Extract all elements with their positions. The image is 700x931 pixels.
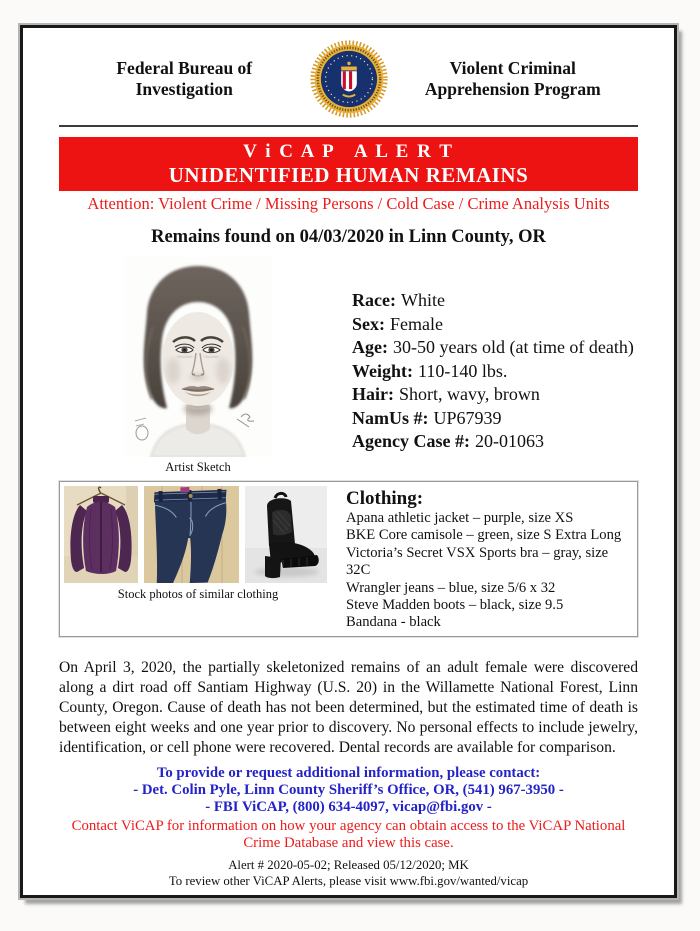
contact-line: To provide or request additional information, please contact: [156,764,541,781]
sketch-caption: Artist Sketch [165,460,231,474]
vicap-alert-banner [59,137,638,191]
clothing-title: Clothing: [346,488,424,509]
header-right-title [388,58,639,100]
subject-detail-line: Agency Case #: 20-01063 [352,431,544,451]
remains-found-line: Remains found on 04/03/2020 in Linn County, OR [151,227,546,247]
header [59,38,638,120]
header-divider [59,125,638,127]
clothing-item: Wrangler jeans – blue, size 5/6 x 32 [346,579,556,596]
subject-detail-line: Sex: Female [352,313,443,334]
subject-section [59,257,638,475]
blue-jeans-photo [144,486,239,583]
clothing-item: Apana athletic jacket – purple, size XS [346,510,574,526]
header-left-line2: Investigation [135,79,233,99]
header-right-line1: Violent Criminal [449,58,576,78]
footer [59,858,638,889]
black-boot-photo [245,486,327,583]
fbi-seal-icon [310,40,388,118]
subject-detail-line: Hair: Short, wavy, brown [352,384,540,404]
subject-details [352,289,634,475]
banner-title: V i C A P A L E R T [243,141,454,162]
clothing-photos-column [64,486,332,632]
clothing-item: BKE Core camisole – green, size S Extra Long [346,527,622,544]
purple-jacket-photo [64,486,138,583]
subject-detail-line: Weight: 110-140 lbs. [352,360,508,381]
subject-detail-line: Race: White [352,290,445,310]
vicap-access-note: Contact ViCAP for information on how your agency can obtain access to the ViCAP National Crime Database and view this case. [71,817,626,852]
sketch-column [124,257,272,475]
clothing-items [346,510,633,632]
review-alerts-line: To review other ViCAP Alerts, please visit www.fbi.gov/wanted/vicap [168,873,529,888]
banner-subtitle: UNIDENTIFIED HUMAN REMAINS [168,163,529,187]
header-right-line2: Apprehension Program [424,79,601,99]
clothing-item: Steve Madden boots – black, size 9.5 [346,597,564,614]
clothing-section [59,481,638,637]
attention-line: Attention: Violent Crime / Missing Persons / Cold Case / Crime Analysis Units [87,194,610,213]
clothing-item: Victoria’s Secret VSX Sports bra – gray, size 32C [346,544,609,579]
subject-detail-line: Age: 30-50 years old (at time of death) [352,337,634,357]
clothing-photos [64,486,332,583]
clothing-item: Bandana - black [346,614,441,631]
header-left-line1: Federal Bureau of [116,58,253,78]
alert-number-line: Alert # 2020-05-02; Released 05/12/2020; MK [228,858,469,873]
case-narrative: On April 3, 2020, the partially skeletonized remains of an adult female were discovered along a dirt road off Santiam Highway (U.S. 20) in the Willamette National Forest, Linn County, Oregon. Cause of death has not been determined, but the estimated time of death is between eight weeks and one year prior to discovery. No personal effects to include jewelry, identification, or cell phone were recovered. Dental records are available for comparison. [59,658,638,756]
artist-sketch-image [124,257,272,457]
header-left-title [59,58,310,100]
vicap-alert-poster [20,25,677,898]
clothing-photos-caption: Stock photos of similar clothing [117,587,279,601]
clothing-text-column [346,486,633,632]
contact-section [59,765,638,852]
contact-line: - Det. Colin Pyle, Linn County Sheriff’s Office, OR, (541) 967-3950 - [133,782,564,799]
subject-detail-line: NamUs #: UP67939 [352,407,502,428]
contact-lines [59,765,638,817]
contact-line: - FBI ViCAP, (800) 634-4097, vicap@fbi.gov - [205,799,492,816]
